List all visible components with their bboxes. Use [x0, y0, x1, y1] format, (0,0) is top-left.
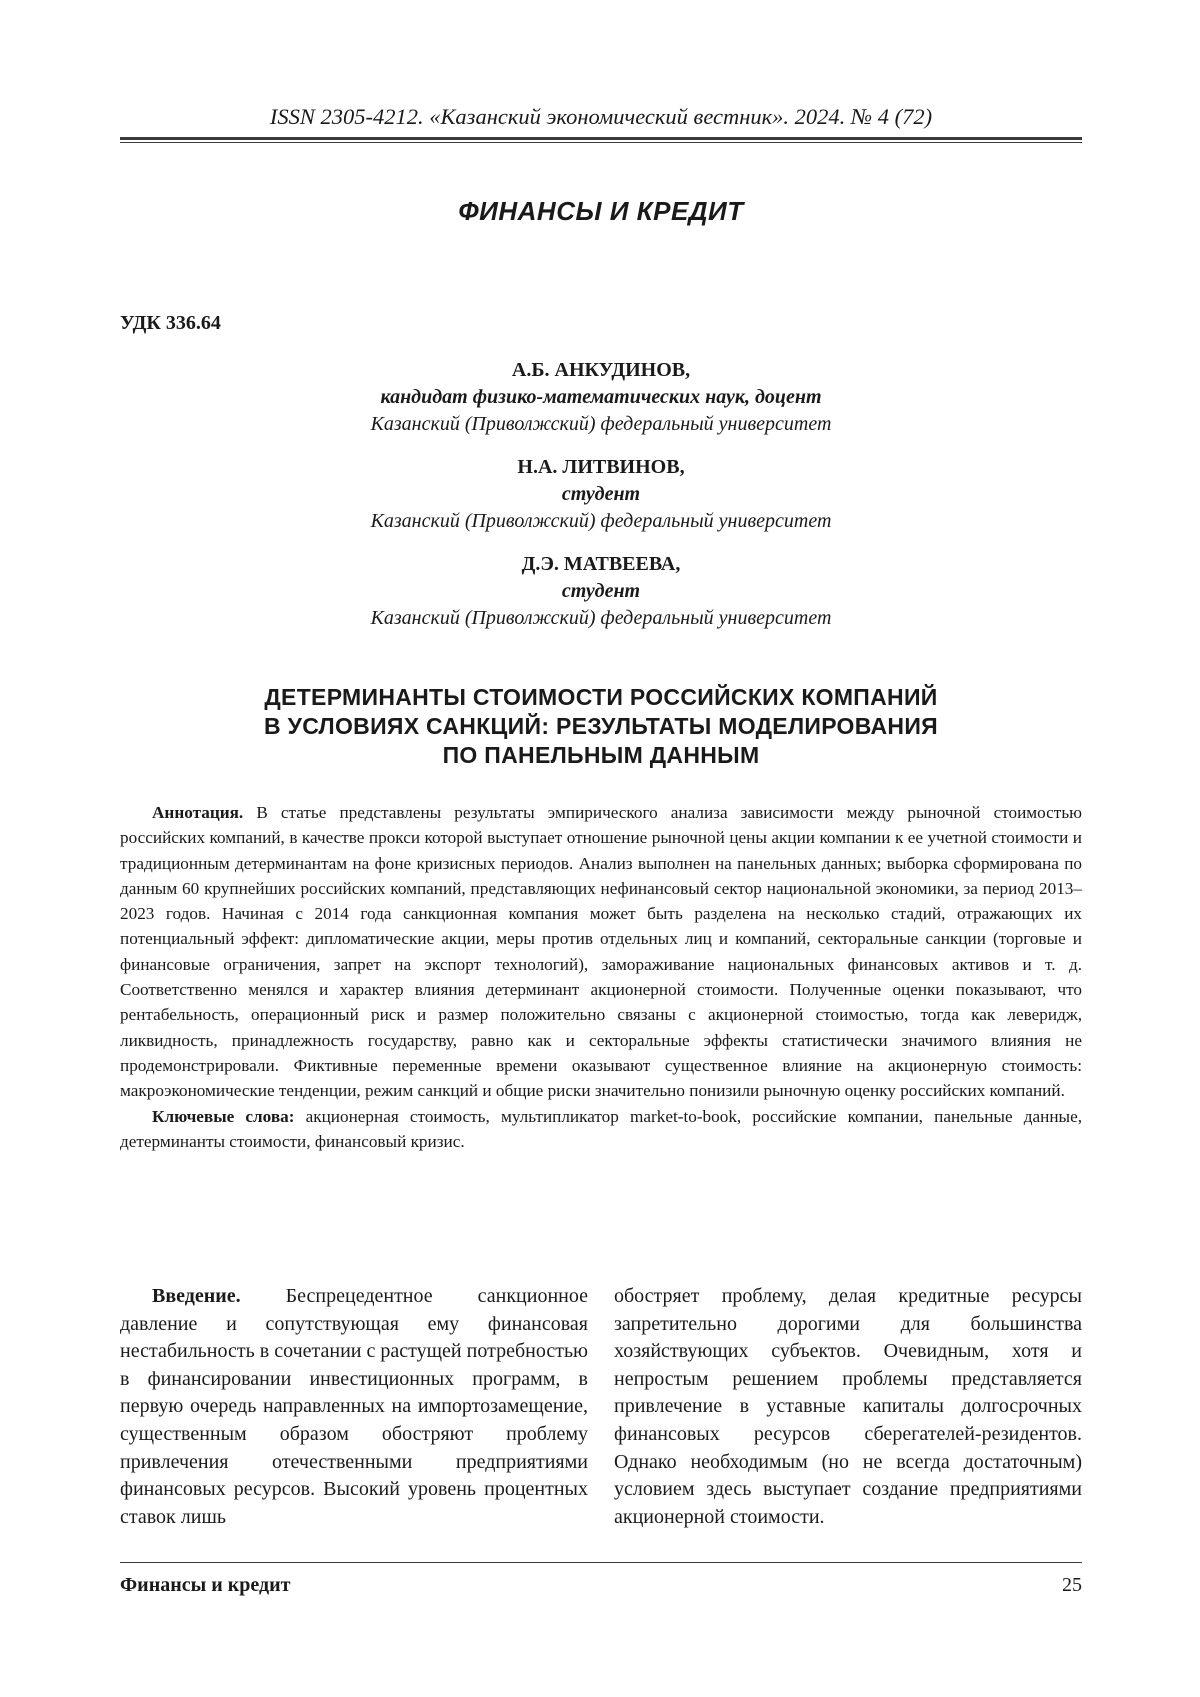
- author-degree: кандидат физико-математических наук, доцент: [380, 386, 822, 408]
- intro-paragraph: [120, 1283, 588, 1531]
- author-name: А.Б. АНКУДИНОВ,: [511, 359, 691, 381]
- header-rule-thin: [120, 142, 1082, 143]
- header-rule: [120, 137, 1082, 140]
- author-list: [120, 357, 1082, 648]
- right-column: [614, 1283, 1082, 1531]
- footer-rule: [120, 1562, 1082, 1563]
- article-title-line: В УСЛОВИЯХ САНКЦИЙ: РЕЗУЛЬТАТЫ МОДЕЛИРОВАНИЯ: [263, 713, 938, 739]
- abstract-text: В статье представлены результаты эмпирического анализа зависимости между рыночной стоимостью российских компаний, в качестве прокси которой выступает отношение рыночной цены акции компании к ее учетной стоимости и традиционным детерминантам на фоне кризисных периодов. Анализ выполнен на панельных данных; выборка сформирована по данным 60 крупнейших российских компаний, представляющих нефинансовый сектор национальной экономики, за период 2013–2023 годов. Начиная с 2014 года санкционная компания может быть разделена на несколько стадий, отражающих их потенциальный эффект: дипломатические акции, меры против отдельных лиц и компаний, секторальные санкции (торговые и финансовые ограничения, запрет на экспорт технологий), замораживание национальных финансовых активов и т. д. Соответственно менялся и характер влияния детерминант акционерной стоимости. Полученные оценки показывают, что рентабельность, операционный риск и размер положительно связаны с акционерной стоимостью, тогда как леверидж, ликвидность, принадлежность государству, равно как и секторальные эффекты статистически значимого влияния не продемонстрировали. Фиктивные переменные времени оказывают существенное влияние на акционерную стоимость: макроэкономические тенденции, режим санкций и общие риски значительно понизили рыночную оценку российских компаний.: [120, 803, 1082, 1101]
- author-affiliation: Казанский (Приволжский) федеральный университет: [370, 607, 832, 629]
- intro-label: Введение.: [152, 1285, 241, 1307]
- author-block: [120, 454, 1082, 535]
- article-title-line: ДЕТЕРМИНАНТЫ СТОИМОСТИ РОССИЙСКИХ КОМПАНИЙ: [264, 684, 938, 710]
- intro-text-right: обостряет проблему, делая кредитные ресурсы запретительно дорогими для большинства хозяйствующих субъектов. Очевидным, хотя и непростым решением проблемы представляется привлечение в уставные капиталы долгосрочных финансовых ресурсов сберегателей-резидентов. Однако необходимым (но не всегда достаточным) условием здесь выступает создание предприятиями акционерной стоимости.: [614, 1285, 1082, 1528]
- left-column: [120, 1283, 588, 1531]
- running-header: ISSN 2305-4212. «Казанский экономический вестник». 2024. № 4 (72): [269, 104, 933, 129]
- author-block: [120, 551, 1082, 632]
- author-name: Н.А. ЛИТВИНОВ,: [517, 456, 685, 478]
- author-name: Д.Э. МАТВЕЕВА,: [521, 553, 681, 575]
- author-affiliation: Казанский (Приволжский) федеральный университет: [370, 413, 832, 435]
- page-number: 25: [1062, 1574, 1082, 1596]
- keywords-label: Ключевые слова:: [152, 1106, 295, 1126]
- keywords-text: акционерная стоимость, мультипликатор market-to-book, российские компании, панельные данные, детерминанты стоимости, финансовый кризис.: [120, 1106, 1082, 1151]
- section-title: ФИНАНСЫ И КРЕДИТ: [458, 196, 744, 226]
- footer-section-name: Финансы и кредит: [120, 1574, 291, 1596]
- intro-text-left: Беспрецедентное санкционное давление и сопутствующая ему финансовая нестабильность в сочетании с растущей потребностью в финансировании инвестиционных программ, в первую очередь направленных на импортозамещение, существенным образом обостряют проблему привлечения отечественными предприятиями финансовых ресурсов. Высокий уровень процентных ставок лишь: [120, 1285, 588, 1528]
- author-degree: студент: [561, 483, 641, 505]
- abstract-section: [120, 800, 1082, 1154]
- author-block: [120, 357, 1082, 438]
- keywords-paragraph: [120, 1104, 1082, 1155]
- author-affiliation: Казанский (Приволжский) федеральный университет: [370, 510, 832, 532]
- abstract-label: Аннотация.: [152, 803, 244, 822]
- author-degree: студент: [561, 580, 641, 602]
- article-title: [120, 683, 1082, 770]
- udc-code: УДК 336.64: [120, 312, 221, 334]
- article-title-line: ПО ПАНЕЛЬНЫМ ДАННЫМ: [442, 742, 760, 768]
- abstract-paragraph: [120, 800, 1082, 1104]
- body-columns: [120, 1283, 1082, 1543]
